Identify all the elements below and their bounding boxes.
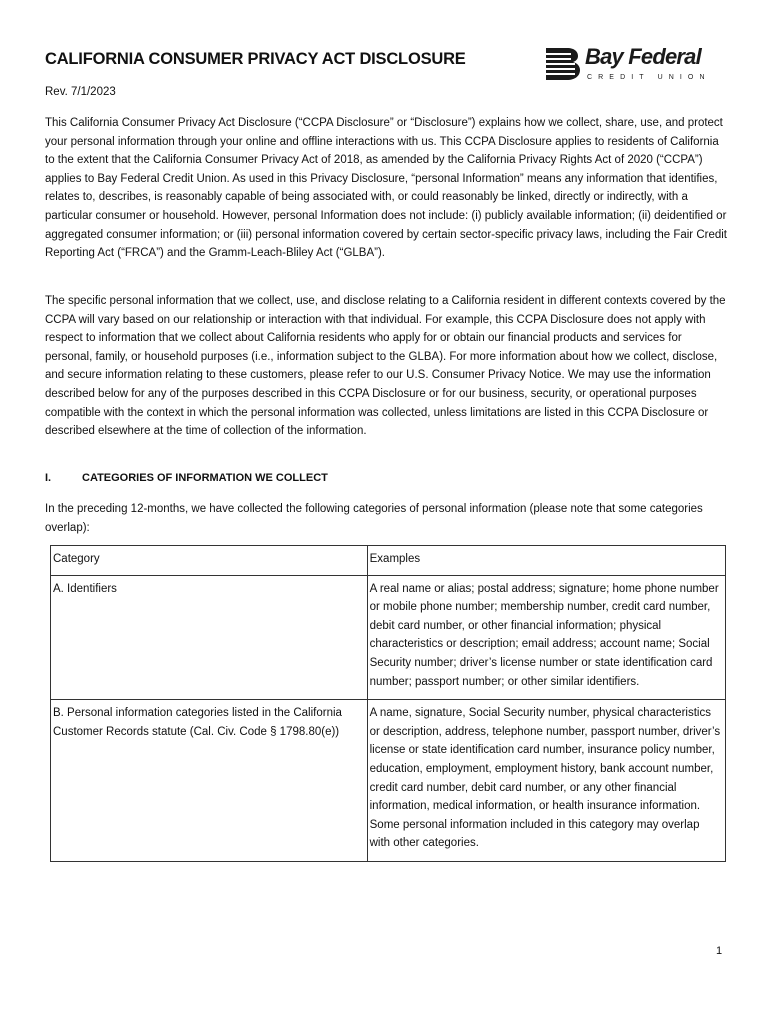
revision-date: Rev. 7/1/2023 — [45, 86, 116, 98]
bay-federal-logo — [545, 44, 730, 86]
table-cell-examples: A name, signature, Social Security number, physical characteristics or description, address, telephone number, passport number, driver’s license or state identification card number, insurance policy number, education, employment, employment history, bank account number, credit card number, debit card number, or any other financial information, medical information, or health insurance information. Some personal information included in this category may overlap with other categories. — [367, 700, 725, 862]
collected-paragraph: In the preceding 12-months, we have collected the following categories of personal information (please note that some categories overlap): — [45, 503, 703, 534]
categories-table — [50, 545, 726, 862]
table-header-row — [51, 546, 726, 576]
logo-subtitle: CREDIT UNION — [587, 74, 711, 81]
logo-name: Bay Federal — [585, 44, 701, 69]
section-number: I. — [45, 472, 52, 484]
table-header-category: Category — [51, 546, 368, 576]
table-cell-category: A. Identifiers — [51, 575, 368, 700]
table-row — [51, 575, 726, 700]
table-cell-category: B. Personal information categories listed in the California Customer Records statute (Cal. Civ. Code § 1798.80(e)) — [51, 700, 368, 862]
table-row — [51, 700, 726, 862]
page-number: 1 — [716, 945, 723, 957]
bay-federal-logo-icon — [545, 44, 581, 84]
section-title: CATEGORIES OF INFORMATION WE COLLECT — [82, 472, 328, 484]
document-title: CALIFORNIA CONSUMER PRIVACY ACT DISCLOSURE — [45, 50, 466, 68]
section-heading — [45, 472, 328, 484]
table-cell-examples: A real name or alias; postal address; signature; home phone number or mobile phone number; membership number, credit card number, debit card number, or other financial information; physical characteristics or description; email address; account name; Social Security number; driver’s license number or state identification card number; passport number; or other similar identifiers. — [367, 575, 725, 700]
scope-paragraph: The specific personal information that we collect, use, and disclose relating to a California resident in different contexts covered by the CCPA will vary based on our relationship or interaction with that individual. For example, this CCPA Disclosure does not apply with respect to information that we collect about California residents who apply for or obtain our financial products and services for personal, family, or household purposes (i.e., information subject to the GLBA). For more information about how we collect, disclose, and secure information relating to these customers, please refer to our U.S. Consumer Privacy Notice. We may use the information described below for any of the purposes described in this CCPA Disclosure or for our business, security, or operational purposes compatible with the context in which the personal information was collected, unless limitations are listed in this CCPA Disclosure or described elsewhere at the time of collection of the information. — [45, 295, 726, 438]
intro-paragraph: This California Consumer Privacy Act Disclosure (“CCPA Disclosure” or “Disclosure”) explains how we collect, share, use, and protect your personal information through your online and offline interactions with us. This CCPA Disclosure applies to residents of California to the extent that the California Consumer Privacy Act of 2018, as amended by the California Privacy Rights Act of 2020 (“CCPA”) applies to Bay Federal Credit Union. As used in this Privacy Disclosure, “personal Information” means any information that identifies, relates to, describes, is reasonably capable of being associated with, or could reasonably be linked, directly or indirectly, with a particular consumer or household. However, personal Information does not include: (i) publicly available information; (ii) deidentified or aggregated consumer information; or (iii) personal information covered by certain sector-specific privacy laws, including the Fair Credit Reporting Act (“FRCA”) and the Gramm-Leach-Bliley Act (“GLBA”). — [45, 117, 727, 260]
table-header-examples: Examples — [367, 546, 725, 576]
